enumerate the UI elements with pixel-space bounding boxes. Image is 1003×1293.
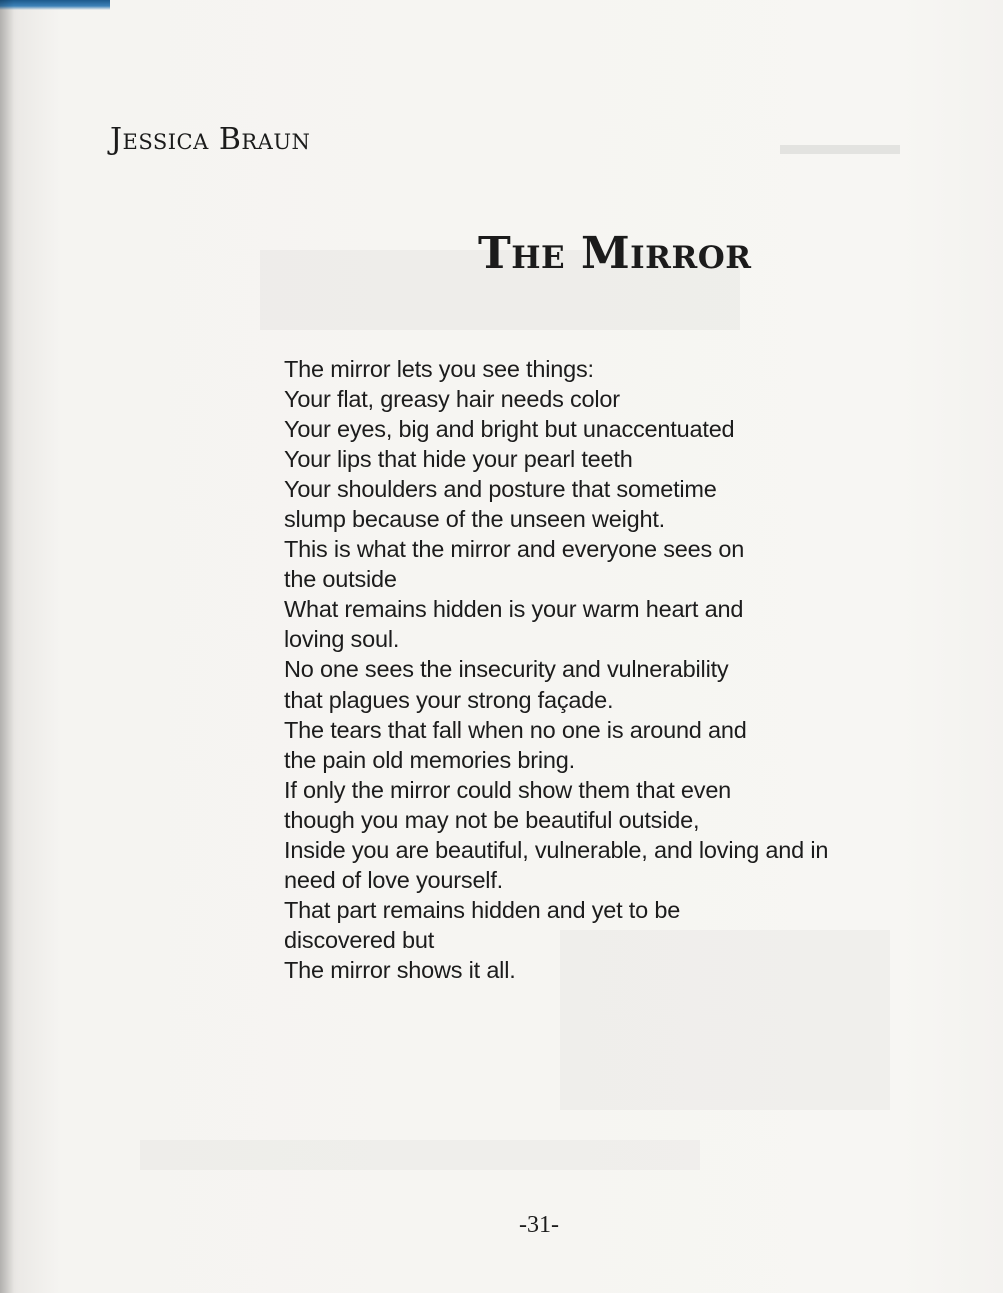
poem-line: the outside [284, 566, 397, 593]
poem-line: Your lips that hide your pearl teeth [284, 446, 633, 473]
poem-line: What remains hidden is your warm heart and [284, 596, 744, 623]
poem-line: This is what the mirror and everyone sees on [284, 536, 745, 563]
poem-body [284, 354, 964, 985]
page-number: -31- [519, 1212, 559, 1238]
poem-line: Your flat, greasy hair needs color [284, 386, 620, 413]
page-edge-tab [0, 0, 110, 10]
poem-line: Your shoulders and posture that sometime [284, 476, 717, 503]
poem-line: No one sees the insecurity and vulnerability [284, 656, 729, 683]
poem-line: If only the mirror could show them that even [284, 776, 732, 803]
poem-line: Inside you are beautiful, vulnerable, and loving and in [284, 836, 829, 863]
spine-shadow [0, 0, 14, 1293]
poem-line: The mirror shows it all. [284, 956, 516, 983]
poem-line: need of love yourself. [284, 866, 503, 893]
poem-line: slump because of the unseen weight. [284, 506, 666, 533]
poem-line: Your eyes, big and bright but unaccentuated [284, 416, 735, 443]
poem-line: though you may not be beautiful outside, [284, 806, 700, 833]
show-through-text: ▬▬▬▬ [780, 128, 900, 161]
poem-line: That part remains hidden and yet to be [284, 896, 681, 923]
author-name: Jessica Braun [110, 122, 311, 157]
poem-title: The Mirror [478, 228, 752, 279]
poem-line: the pain old memories bring. [284, 746, 575, 773]
poem-line: that plagues your strong façade. [284, 686, 614, 713]
poem-line: The mirror lets you see things: [284, 356, 594, 382]
poem-line: loving soul. [284, 626, 400, 653]
poem-line: The tears that fall when no one is around and [284, 716, 747, 743]
show-through-block [140, 1140, 700, 1170]
poem-line: discovered but [284, 926, 435, 953]
